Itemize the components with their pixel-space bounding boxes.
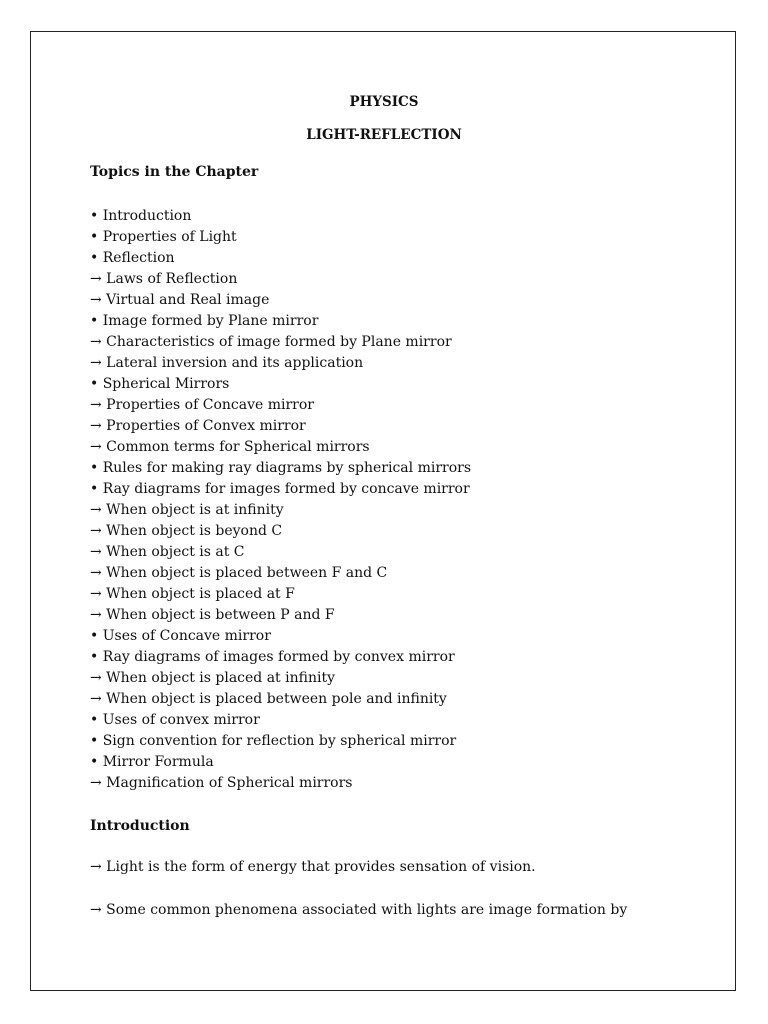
topic-item: → Virtual and Real image: [90, 292, 270, 308]
topic-item: • Ray diagrams of images formed by convex mirror: [90, 649, 455, 665]
topic-item: → Characteristics of image formed by Plane mirror: [90, 334, 452, 350]
topic-item: • Mirror Formula: [90, 754, 214, 770]
topic-item: → Laws of Reflection: [90, 271, 238, 287]
topic-item: → Lateral inversion and its application: [90, 355, 364, 371]
topic-list: [90, 206, 471, 794]
document-page: [30, 31, 736, 991]
topic-item: • Properties of Light: [90, 229, 237, 245]
topic-item: → When object is beyond C: [90, 523, 283, 539]
topic-item: • Image formed by Plane mirror: [90, 313, 319, 329]
topic-item: → When object is placed between F and C: [90, 565, 388, 581]
intro-paragraph: → Some common phenomena associated with lights are image formation by: [90, 902, 628, 918]
intro-paragraph: → Light is the form of energy that provides sensation of vision.: [90, 859, 536, 875]
topic-item: → When object is at C: [90, 544, 245, 560]
topic-item: → Magnification of Spherical mirrors: [90, 775, 353, 791]
chapter-title: LIGHT-REFLECTION: [306, 127, 462, 143]
topic-item: → When object is placed between pole and infinity: [90, 691, 447, 707]
topic-item: → Properties of Convex mirror: [90, 418, 306, 434]
topic-item: • Ray diagrams for images formed by concave mirror: [90, 481, 470, 497]
topic-item: • Sign convention for reflection by spherical mirror: [90, 733, 457, 749]
topic-item: → Common terms for Spherical mirrors: [90, 439, 370, 455]
topic-item: • Introduction: [90, 208, 192, 224]
topic-item: → Properties of Concave mirror: [90, 397, 314, 413]
topic-item: → When object is placed at F: [90, 586, 295, 602]
topic-item: • Spherical Mirrors: [90, 376, 230, 392]
topic-item: → When object is between P and F: [90, 607, 335, 623]
topic-item: → When object is at infinity: [90, 502, 284, 518]
subject-title: PHYSICS: [349, 94, 419, 110]
topic-item: → When object is placed at infinity: [90, 670, 335, 686]
topic-item: • Uses of convex mirror: [90, 712, 260, 728]
topic-item: • Uses of Concave mirror: [90, 628, 271, 644]
topic-item: • Reflection: [90, 250, 175, 266]
topic-item: • Rules for making ray diagrams by spherical mirrors: [90, 460, 472, 476]
topics-heading: Topics in the Chapter: [90, 164, 259, 180]
introduction-heading: Introduction: [90, 818, 190, 834]
